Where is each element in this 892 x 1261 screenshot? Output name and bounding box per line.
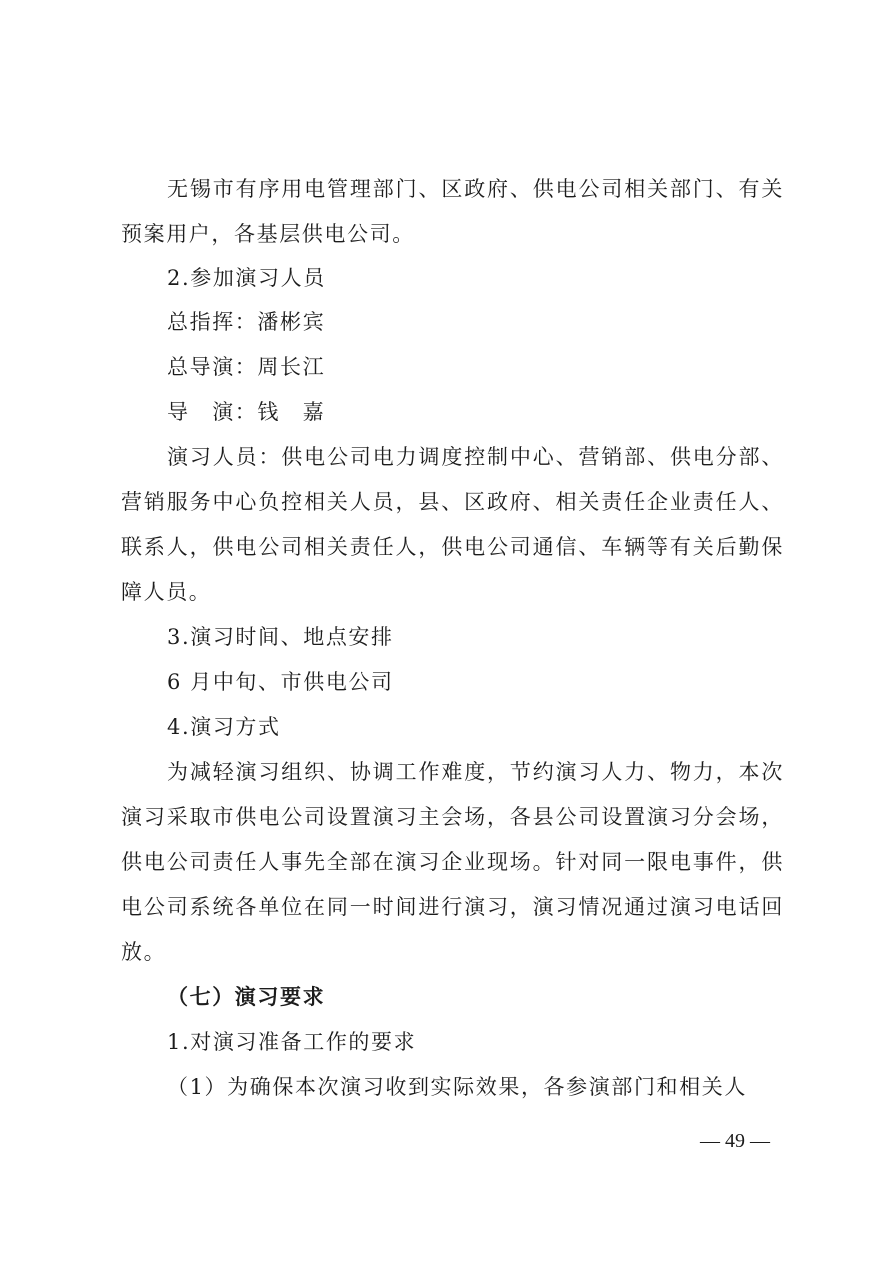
section-heading-participants: 2.参加演习人员 (167, 266, 326, 290)
section-heading-drill-method: 4.演习方式 (167, 715, 281, 739)
section-heading-drill-requirements: （七）演习要求 (167, 985, 326, 1009)
paragraph-requirement-1: （1）为确保本次演习收到实际效果，各参演部门和相关人 (167, 1075, 747, 1099)
director-line: 导 演：钱 嘉 (167, 400, 326, 424)
subheading-preparation-requirements: 1.对演习准备工作的要求 (167, 1030, 417, 1054)
page-number: — 49 — (700, 1130, 770, 1152)
time-place-line: 6 月中旬、市供电公司 (167, 670, 394, 694)
commander-line: 总指挥：潘彬宾 (167, 310, 326, 334)
paragraph-drill-personnel: 演习人员：供电公司电力调度控制中心、营销部、供电分部、营销服务中心负控相关人员，县、区政府、相关责任企业责任人、联系人，供电公司相关责任人，供电公司通信、车辆等有关后勤保障人员。 (121, 445, 784, 604)
section-heading-time-place: 3.演习时间、地点安排 (167, 625, 394, 649)
chief-director-line: 总导演：周长江 (167, 355, 326, 379)
paragraph-drill-method: 为减轻演习组织、协调工作难度，节约演习人力、物力，本次演习采取市供电公司设置演习主会场，各县公司设置演习分会场，供电公司责任人事先全部在演习企业现场。针对同一限电事件，供电公司系统各单位在同一时间进行演习，演习情况通过演习电话回放。 (121, 760, 784, 964)
paragraph-participating-units: 无锡市有序用电管理部门、区政府、供电公司相关部门、有关预案用户，各基层供电公司。 (121, 177, 784, 246)
